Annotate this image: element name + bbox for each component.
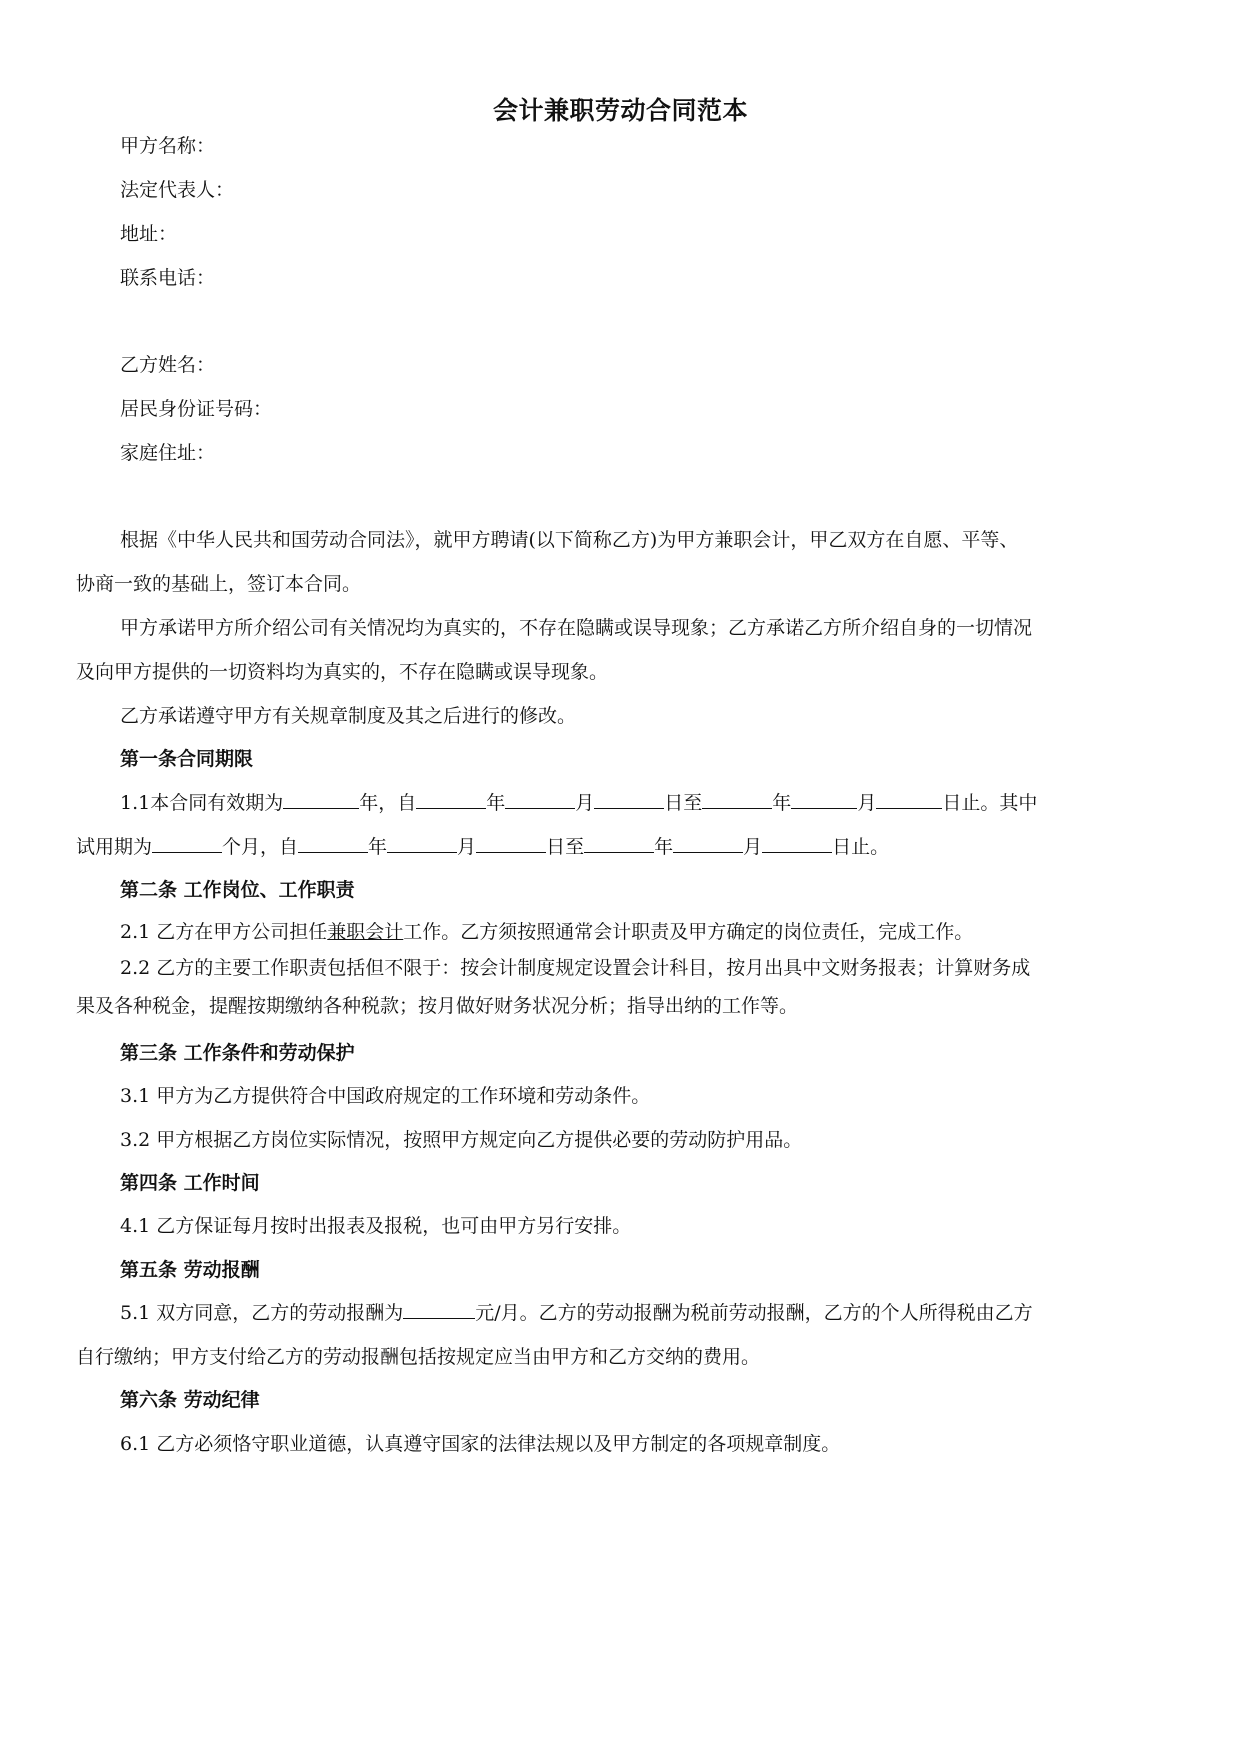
article-2-clause-1: 2.1 乙方在甲方公司担任兼职会计工作。乙方须按照通常会计职责及甲方确定的岗位责任，完成工作。 — [120, 921, 974, 943]
blank-field[interactable] — [152, 834, 222, 853]
blank-field[interactable] — [594, 790, 664, 809]
blank-field[interactable] — [416, 790, 486, 809]
party-a-phone-label: 联系电话： — [120, 267, 216, 289]
blank-field[interactable] — [673, 834, 743, 853]
intro-paragraph-2-line-2: 及向甲方提供的一切资料均为真实的，不存在隐瞒或误导现象。 — [76, 661, 609, 683]
blank-field[interactable] — [283, 790, 359, 809]
blank-field[interactable] — [762, 834, 832, 853]
article-2-clause-2-line-1: 2.2 乙方的主要工作职责包括但不限于：按会计制度规定设置会计科目，按月出具中文财务报表；计算财务成 — [120, 957, 1031, 979]
document-title: 会计兼职劳动合同范本 — [492, 96, 748, 125]
blank-field[interactable] — [387, 834, 457, 853]
article-3-clause-1: 3.1 甲方为乙方提供符合中国政府规定的工作环境和劳动条件。 — [120, 1085, 651, 1107]
blank-field[interactable] — [876, 790, 942, 809]
article-1-heading: 第一条合同期限 — [120, 748, 254, 770]
article-1-term-line: 1.1本合同有效期为 年，自 年 月 日至 年 月 日止。其中 — [120, 792, 1038, 814]
intro-paragraph-3: 乙方承诺遵守甲方有关规章制度及其之后进行的修改。 — [120, 705, 577, 727]
blank-field[interactable] — [403, 1300, 475, 1319]
position-value: 兼职会计 — [327, 921, 404, 943]
article-5-clause-1-line-2: 自行缴纳；甲方支付给乙方的劳动报酬包括按规定应当由甲方和乙方交纳的费用。 — [76, 1346, 761, 1368]
party-b-home-label: 家庭住址： — [120, 442, 216, 464]
article-2-clause-2-line-2: 果及各种税金，提醒按期缴纳各种税款；按月做好财务状况分析；指导出纳的工作等。 — [76, 995, 799, 1017]
blank-field[interactable] — [791, 790, 857, 809]
article-5-clause-1-line-1: 5.1 双方同意，乙方的劳动报酬为 元/月。乙方的劳动报酬为税前劳动报酬，乙方的个人所得税由乙方 — [120, 1302, 1033, 1324]
article-4-clause-1: 4.1 乙方保证每月按时出报表及报税，也可由甲方另行安排。 — [120, 1215, 632, 1237]
intro-paragraph-1-line-1: 根据《中华人民共和国劳动合同法》，就甲方聘请(以下简称乙方)为甲方兼职会计，甲乙双方在自愿、平等、 — [120, 529, 1019, 551]
blank-field[interactable] — [476, 834, 546, 853]
article-6-heading: 第六条 劳动纪律 — [120, 1389, 260, 1411]
blank-field[interactable] — [584, 834, 654, 853]
blank-field[interactable] — [702, 790, 772, 809]
blank-field[interactable] — [298, 834, 368, 853]
party-a-address-label: 地址： — [120, 223, 178, 245]
article-5-heading: 第五条 劳动报酬 — [120, 1259, 260, 1281]
intro-paragraph-1-line-2: 协商一致的基础上，签订本合同。 — [76, 573, 362, 595]
article-1-probation-line: 试用期为 个月，自 年 月 日至 年 月 日止。 — [76, 836, 890, 858]
party-a-rep-label: 法定代表人： — [120, 179, 235, 201]
article-3-heading: 第三条 工作条件和劳动保护 — [120, 1042, 355, 1064]
intro-paragraph-2-line-1: 甲方承诺甲方所介绍公司有关情况均为真实的，不存在隐瞒或误导现象；乙方承诺乙方所介绍自身的一切情况 — [120, 617, 1033, 639]
party-b-name-label: 乙方姓名： — [120, 354, 216, 376]
blank-field[interactable] — [505, 790, 575, 809]
article-3-clause-2: 3.2 甲方根据乙方岗位实际情况，按照甲方规定向乙方提供必要的劳动防护用品。 — [120, 1129, 803, 1151]
article-6-clause-1: 6.1 乙方必须恪守职业道德，认真遵守国家的法律法规以及甲方制定的各项规章制度。 — [120, 1433, 841, 1455]
party-a-name-label: 甲方名称： — [120, 135, 216, 157]
article-2-heading: 第二条 工作岗位、工作职责 — [120, 879, 355, 901]
article-4-heading: 第四条 工作时间 — [120, 1172, 260, 1194]
party-b-id-label: 居民身份证号码： — [120, 398, 273, 420]
